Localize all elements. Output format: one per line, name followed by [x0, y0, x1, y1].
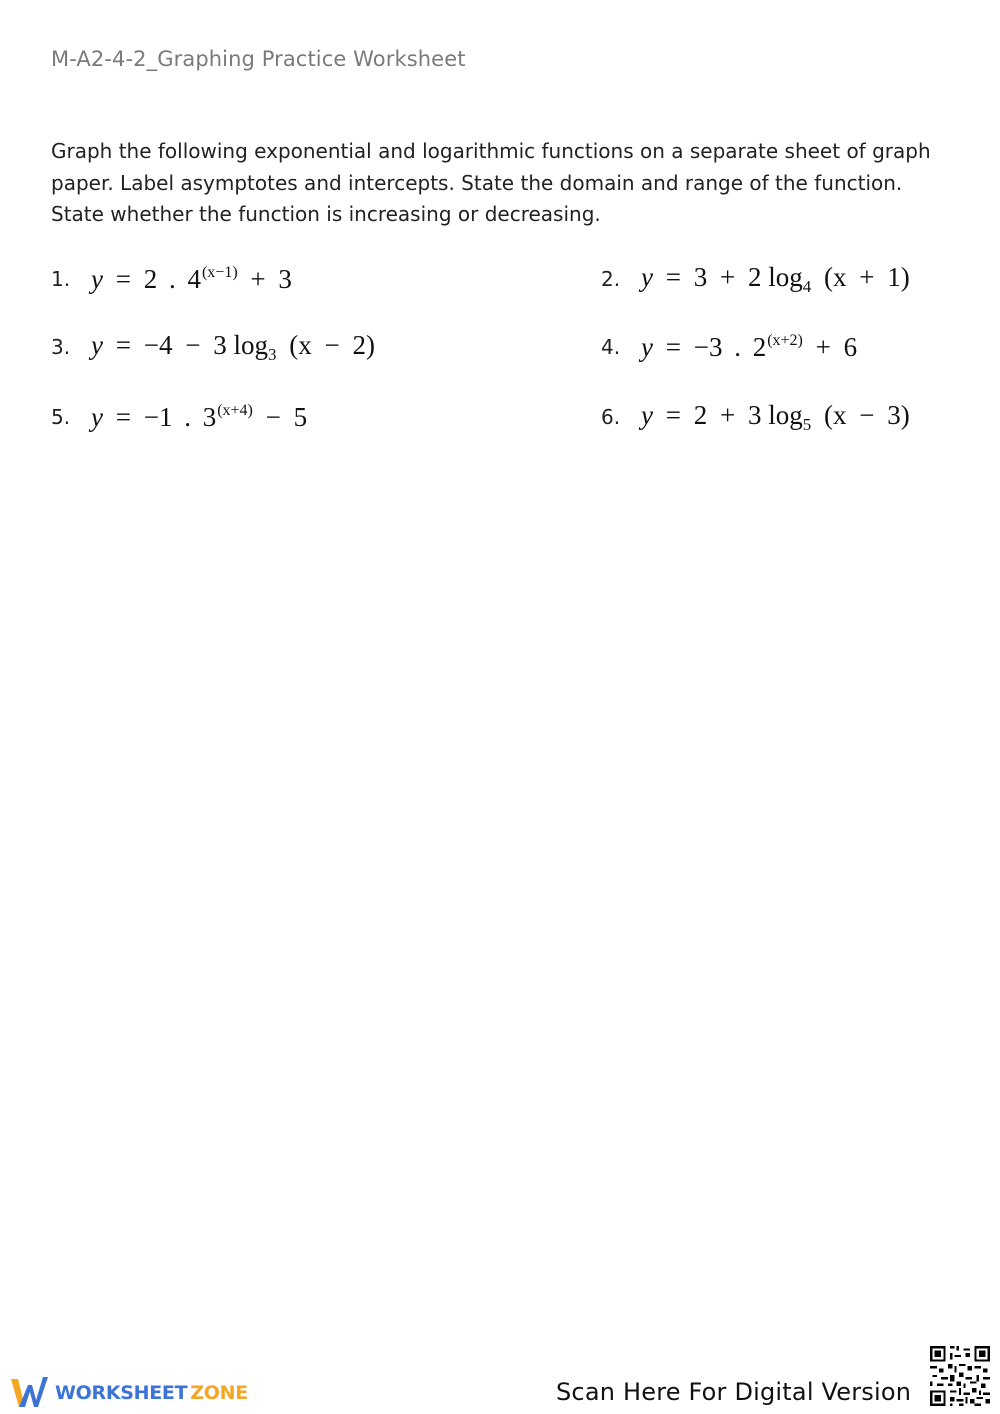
- eq-op: +: [719, 399, 736, 430]
- eq-term: 3: [278, 263, 292, 294]
- eq-op: −: [324, 329, 340, 360]
- eq-sign: =: [665, 399, 681, 430]
- equation: [91, 330, 375, 365]
- eq-base: 2: [752, 331, 767, 362]
- eq-sign: =: [115, 263, 131, 294]
- instructions-line: paper. Label asymptotes and intercepts. State the domain and range of the function.: [51, 170, 903, 195]
- eq-sign: =: [115, 329, 131, 360]
- eq-base: 3: [202, 401, 217, 432]
- eq-term: 2: [143, 263, 158, 294]
- eq-term: 3): [887, 399, 910, 430]
- eq-term: 3: [213, 329, 227, 360]
- eq-dot: .: [184, 401, 191, 432]
- eq-exponent: (x+2): [767, 331, 803, 349]
- instructions-line: State whether the function is increasing or decreasing.: [51, 202, 601, 226]
- eq-op: +: [719, 261, 736, 292]
- eq-log: log: [233, 329, 268, 360]
- eq-op: +: [859, 261, 875, 292]
- problem-number: 3.: [51, 335, 71, 359]
- eq-var: y: [91, 263, 103, 294]
- eq-var: y: [91, 329, 103, 360]
- eq-term: 6: [843, 331, 858, 362]
- instructions-line: Graph the following exponential and logarithmic functions on a separate sheet of graph: [51, 139, 931, 163]
- eq-op: −: [859, 399, 875, 430]
- eq-term: (x: [289, 329, 312, 360]
- problem-5: [51, 397, 307, 437]
- equation: [641, 332, 857, 363]
- problem-3: [51, 327, 375, 367]
- eq-term: 3: [747, 399, 762, 430]
- eq-term: −4: [143, 329, 173, 360]
- eq-op: −: [265, 401, 281, 432]
- eq-sign: =: [665, 331, 681, 362]
- problem-number: 2.: [601, 267, 621, 291]
- eq-sign: =: [665, 261, 681, 292]
- equation: [91, 402, 307, 433]
- eq-var: y: [641, 399, 653, 430]
- qr-code-icon[interactable]: [928, 1344, 992, 1408]
- eq-base: 4: [187, 263, 201, 294]
- scan-text: Scan Here For Digital Version: [556, 1378, 912, 1406]
- problem-6: [601, 397, 910, 437]
- eq-exponent: (x+4): [217, 401, 253, 419]
- equation: [91, 264, 292, 295]
- eq-term: 5: [293, 401, 308, 432]
- eq-log: log: [768, 399, 803, 430]
- eq-term: 3: [693, 261, 708, 292]
- eq-dot: .: [168, 263, 176, 294]
- eq-var: y: [641, 261, 653, 292]
- problem-1: [51, 259, 292, 299]
- equation: [641, 400, 910, 435]
- problem-number: 4.: [601, 335, 621, 359]
- eq-op: +: [815, 331, 831, 362]
- eq-sign: =: [115, 401, 131, 432]
- eq-term: −3: [693, 331, 723, 362]
- eq-term: 1): [887, 261, 910, 292]
- eq-term: 2: [693, 399, 708, 430]
- brand-logo: [10, 1374, 248, 1412]
- eq-op: −: [185, 329, 201, 360]
- problem-number: 1.: [51, 267, 71, 291]
- instructions: [51, 136, 971, 231]
- eq-term: (x: [823, 399, 847, 430]
- problem-2: [601, 259, 910, 299]
- equation: [641, 262, 910, 297]
- eq-var: y: [91, 401, 103, 432]
- problem-4: [601, 327, 857, 367]
- eq-op: +: [250, 263, 266, 294]
- eq-log-base: 3: [267, 344, 277, 364]
- eq-log: log: [768, 261, 803, 292]
- w-logo-icon: [10, 1375, 50, 1411]
- doc-code: M-A2-4-2_Graphing Practice Worksheet: [51, 47, 466, 71]
- eq-term: 2): [352, 329, 375, 360]
- eq-dot: .: [734, 331, 741, 362]
- eq-log-base: 4: [802, 276, 812, 296]
- logo-word-zone: ZONE: [190, 1382, 248, 1404]
- eq-exponent: (x−1): [201, 263, 238, 281]
- eq-term: −1: [143, 401, 173, 432]
- problem-number: 6.: [601, 405, 621, 429]
- eq-term: (x: [823, 261, 847, 292]
- eq-var: y: [641, 331, 653, 362]
- problem-number: 5.: [51, 405, 71, 429]
- eq-log-base: 5: [802, 414, 812, 434]
- logo-word-worksheet: WORKSHEET: [55, 1382, 188, 1404]
- eq-term: 2: [747, 261, 762, 292]
